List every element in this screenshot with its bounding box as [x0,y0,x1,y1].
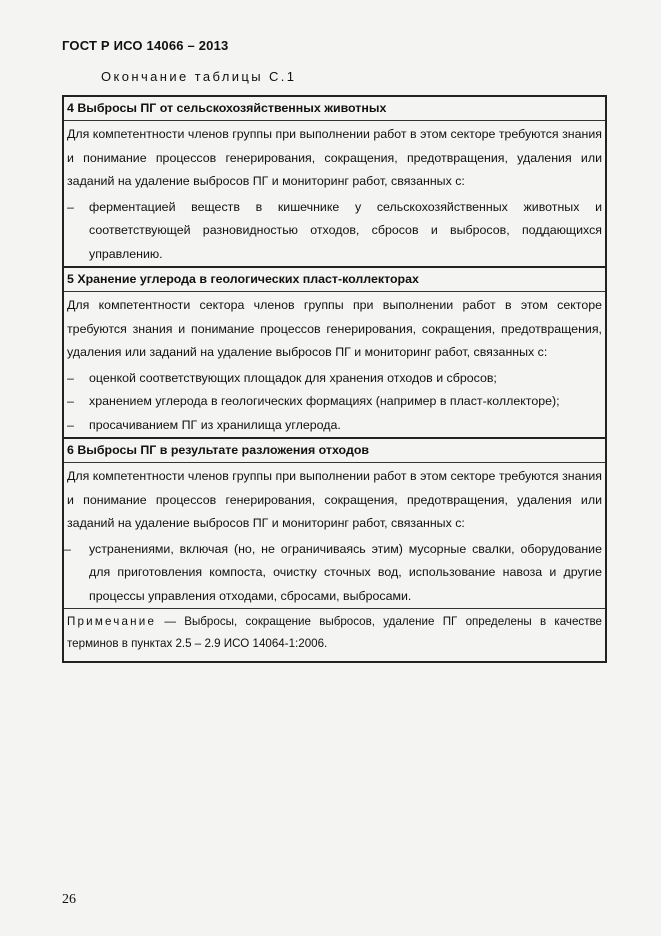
section-title: 4 Выбросы ПГ от сельскохозяйственных животных [64,97,605,121]
list-item-text: ферментацией веществ в кишечнике у сельскохозяйственных животных и соответствующей разновидностью отходов, сбросов и выбросов, поддающихся управлению. [89,199,602,261]
list-dash: – [67,417,74,432]
list-item-text: устранениями, включая (но, не ограничиваясь этим) мусорные свалки, оборудование для приготовления компоста, очистку сточных вод, использование навоза и другие процессы управления отходами, сбросами, выбросами. [89,541,602,603]
section-intro: Для компетентности членов группы при выполнении работ в этом секторе требуются знания и понимание процессов генерирования, сокращения, предотвращения, удаления или заданий на удаление выбросов ПГ и мониторинг работ, связанных с: [67,469,602,530]
note-text: — Выбросы, сокращение выбросов, удаление ПГ определены в качестве терминов в пунктах 2.5 – 2.9 ИСО 14064-1:2006. [67,615,602,650]
section-intro: Для компетентности членов группы при выполнении работ в этом секторе требуются знания и понимание процессов генерирования, сокращения, предотвращения, удаления или заданий на удаление выбросов ПГ и мониторинг работ, связанных с: [67,127,602,188]
list-item-text: просачиванием ПГ из хранилища углерода. [89,417,341,432]
section-title: 6 Выбросы ПГ в результате разложения отходов [64,439,605,463]
table-note [64,609,605,661]
table-section [64,439,605,609]
list-item [64,196,605,267]
list-dash: – [67,370,74,385]
table-section [64,97,605,268]
note-label: Примечание [67,615,157,628]
requirements-table [62,95,607,663]
page-number: 26 [62,892,76,907]
section-intro: Для компетентности сектора членов группы при выполнении работ в этом секторе требуются знания и понимание процессов генерирования, сокращения, предотвращения, удаления или заданий на удаление выбросов ПГ и мониторинг работ, связанных с: [67,298,602,359]
standard-header: ГОСТ Р ИСО 14066 – 2013 [62,38,229,53]
list-item [64,390,605,414]
table-caption: Окончание таблицы С.1 [101,69,297,84]
section-title: 5 Хранение углерода в геологических пласт-коллекторах [64,268,605,292]
list-dash: – [67,199,74,214]
list-dash: – [67,394,74,408]
list-item [64,367,605,391]
list-item-text: оценкой соответствующих площадок для хранения отходов и сбросов; [89,370,497,385]
list-item [64,414,605,438]
list-item-text: хранением углерода в геологических формациях (например в пласт-коллекторе); [89,394,560,408]
table-section [64,268,605,439]
list-dash: – [64,541,71,556]
list-item [64,538,605,609]
